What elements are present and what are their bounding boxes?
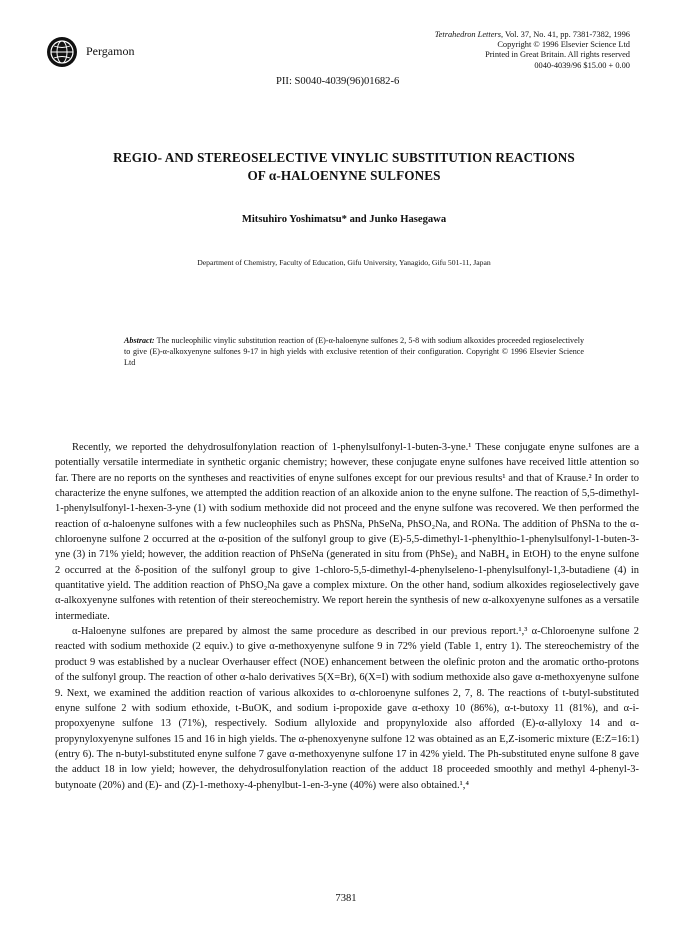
abstract-text: The nucleophilic vinylic substitution reaction of (E)-α-haloenyne sulfones 2, 5-8 with sodium alkoxides proceeded regioselectively to give (E)-α-alkoxyenyne sulfones 9-17 in high yields with exclusive retention of their configuration. Copyright © 1996 Elsevier Science Ltd <box>124 336 584 368</box>
pergamon-logo-icon <box>46 36 78 68</box>
abstract-label: Abstract: <box>124 336 155 345</box>
page-number: 7381 <box>335 893 357 904</box>
authors: Mitsuhiro Yoshimatsu* and Junko Hasegawa <box>241 214 447 225</box>
copyright-line: Copyright © 1996 Elsevier Science Ltd <box>497 40 630 50</box>
issn-line: 0040-4039/96 $15.00 + 0.00 <box>534 60 630 70</box>
body-text <box>55 440 639 793</box>
affiliation: Department of Chemistry, Faculty of Education, Gifu University, Yanagido, Gifu 501-11, Japan <box>197 258 491 267</box>
printed-line: Printed in Great Britain. All rights reserved <box>485 50 630 60</box>
title-line-2: OF α-HALOENYNE SULFONES <box>247 168 441 183</box>
paragraph-1: Recently, we reported the dehydrosulfonylation reaction of 1-phenylsulfonyl-1-buten-3-yne.¹ These conjugate enyne sulfones are a potentially versatile intermediate in synthetic organic chemistry; however, these conjugate enyne sulfones have received little attention so far. There are no reports on the syntheses and reactivities of enyne sulfones except for our previous results¹ and that of Krause.² In order to characterize the enyne sulfones, we attempted the addition reaction of an alkoxide anion to the enyne sulfone. The reaction of 5,5-dimethyl-1-phenylsulfonyl-1-hexen-3-yne (1) with sodium methoxide did not proceed and the enyne sulfone was recovered. We then performed the reaction of α-haloenyne sulfones with a few nucleophiles such as PhSNa, PhSeNa, PhSO₂Na, and RONa. The addition of PhSNa to the α-chloroenyne sulfone 2 occurred at the α-position of the sulfonyl group to give (E)-5,5-dimethyl-1-phenylthio-1-phenylsulfonyl-1-buten-3-yne (3) in 71% yield; however, the addition reaction of PhSeNa (generated in situ from (PhSe)₂ and NaBH₄ in EtOH) to the enyne sulfone 2 occurred at the δ-position of the sulfonyl group to give 1-chloro-5,5-dimethyl-4-phenylseleno-1-phenylsulfonyl-1,3-butadiene (4) in quantitative yield. The addition reaction of PhSO₂Na gave a complex mixture. On the other hand, sodium alkoxides regioselectively gave α-alkoxyenyne sulfones with retention of their stereochemistry. We report herein the synthesis of new α-alkoxyenyne sulfones as a versatile intermediate. <box>55 442 639 622</box>
abstract <box>124 335 584 369</box>
journal-info <box>330 30 630 71</box>
journal-volume: , Vol. 37, No. 41, pp. 7381-7382, 1996 <box>500 30 630 39</box>
publisher-name: Pergamon <box>86 44 135 58</box>
pii: PII: S0040-4039(96)01682-6 <box>276 76 400 87</box>
paragraph-2: α-Haloenyne sulfones are prepared by almost the same procedure as described in our previous report.¹,³ α-Chloroenyne sulfone 2 reacted with sodium methoxide (2 equiv.) to give α-methoxyenyne sulfone 9 in 72% yield (Table 1, entry 1). The stereochemistry of the product 9 was established by a nuclear Overhauser effect (NOE) enhancement between the olefinic proton and the aromatic ortho-protons of the sulfonyl group. The reaction of other α-halo derivatives 5(X=Br), 6(X=I) with sodium methoxide also gave α-methoxyenyne sulfone 9. Next, we examined the addition reaction of various alkoxides to α-chloroenyne sulfones 2, 7, 8. The reactions of t-butyl-substituted enyne sulfone 2 with sodium ethoxide, t-BuOK, and sodium i-propoxide gave α-ethoxy 10 (86%), α-t-butoxy 11 (81%), and α-i-propoxyenyne sulfone 13 (71%), respectively. Sodium allyloxide and propynyloxide also afforded (E)-α-allyloxy 14 and α-propynyloxyenyne sulfones 15 and 16 in high yields. The α-phenoxyenyne sulfone 12 was obtained as an E,Z-isomeric mixture (E:Z=16:1) (entry 6). The n-butyl-substituted enyne sulfone 7 gave α-methoxyenyne sulfone 17 in 42% yield. The Ph-substituted enyne sulfone 8 gave the adduct 18 in low yield; however, the dehydrosulfonylation reaction of the adduct 18 proceeded smoothly and methyl 4-phenyl-3-butynoate (20%) and (E)- and (Z)-1-methoxy-4-phenylbut-1-en-3-yne (40%) were also obtained.¹,⁴ <box>55 626 639 791</box>
title-line-1: REGIO- AND STEREOSELECTIVE VINYLIC SUBSTITUTION REACTIONS <box>113 150 575 165</box>
paper-title <box>44 149 644 185</box>
journal-name: Tetrahedron Letters <box>434 30 501 39</box>
journal-citation <box>330 30 630 40</box>
